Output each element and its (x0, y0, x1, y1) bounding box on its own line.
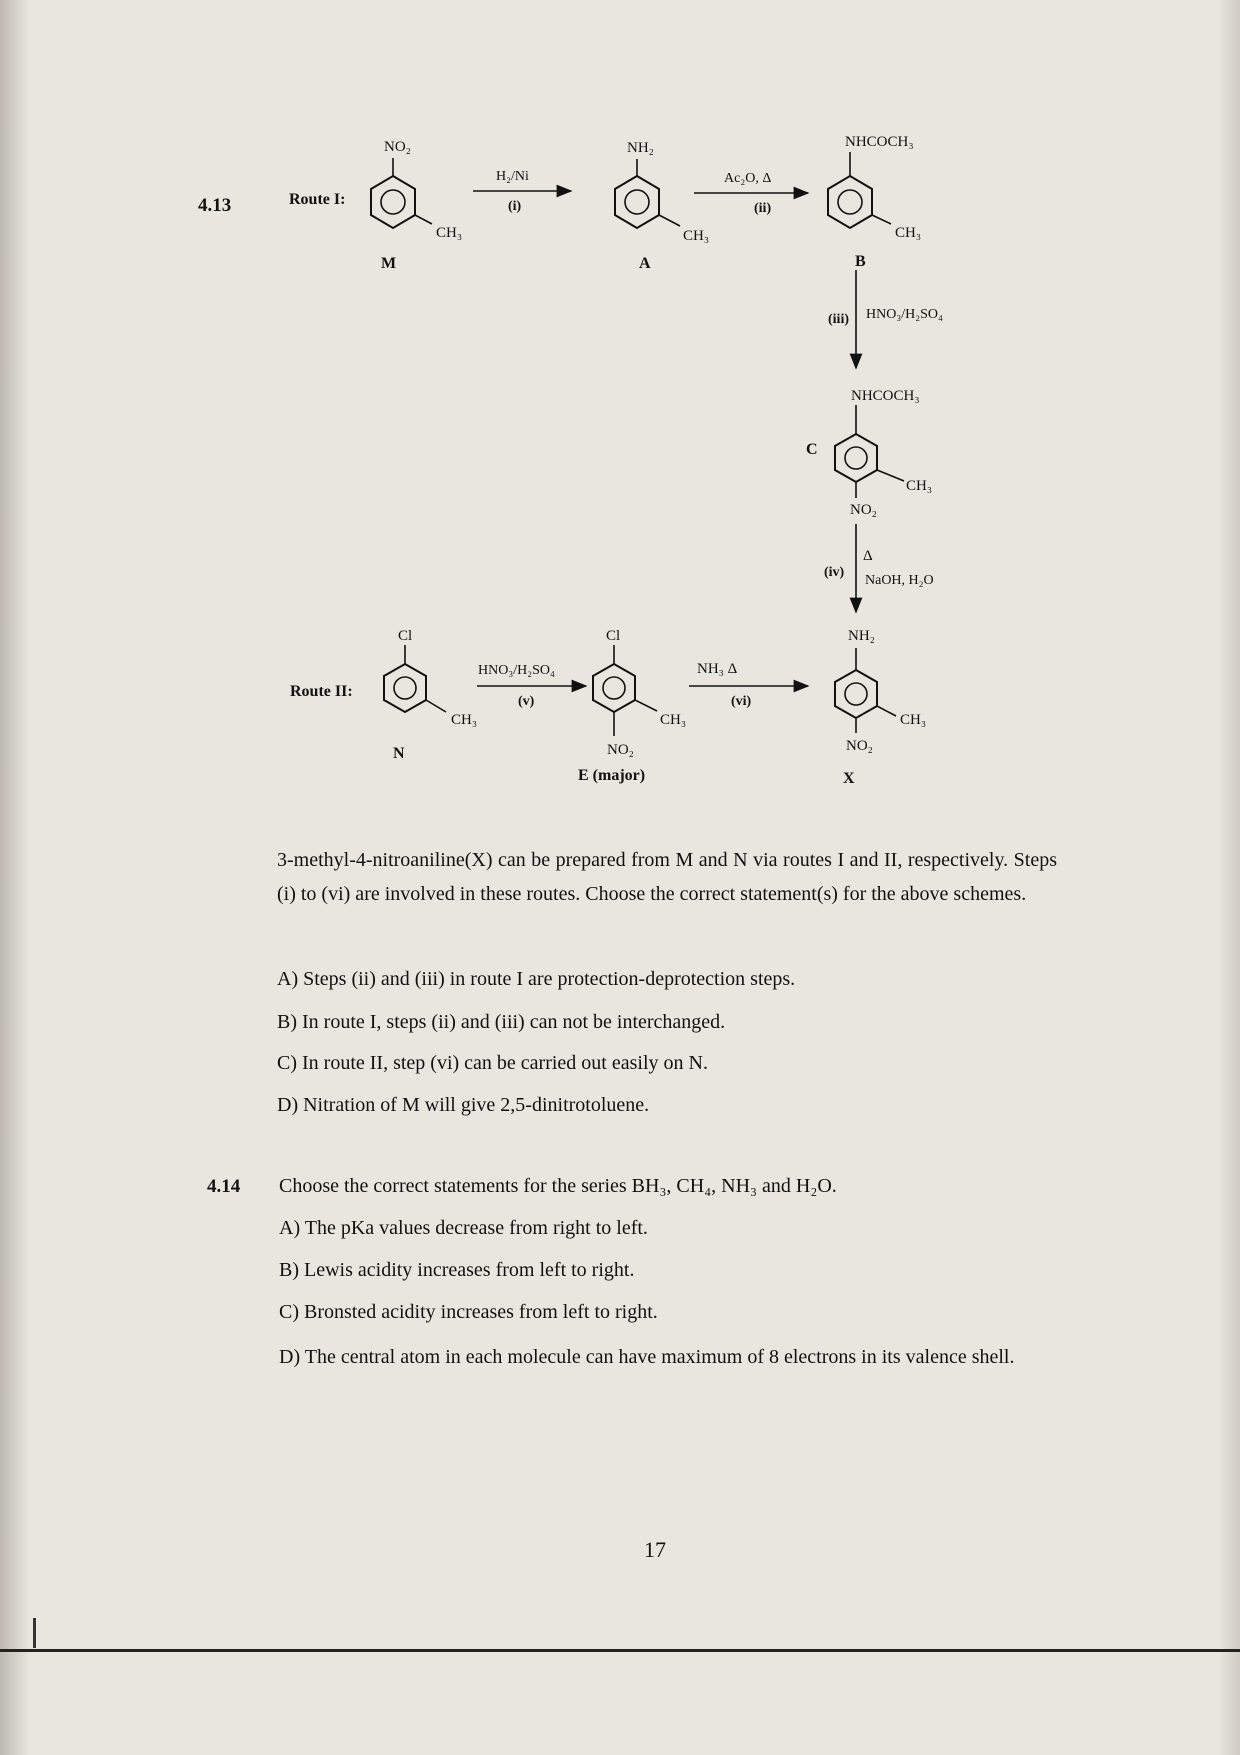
page-number: 17 (644, 1537, 666, 1562)
step-i-number: (i) (508, 199, 522, 214)
question-number-4-14: 4.14 (207, 1176, 241, 1197)
step-i-reagent: H₂/Ni (496, 169, 529, 184)
molecule-b (828, 134, 921, 270)
step-ii-reagent: Ac₂O, Δ (724, 171, 772, 186)
e-label: E (major) (578, 767, 646, 784)
e-nitro-group: NO₂ (607, 742, 634, 758)
c-acetamido-group: NHCOCH₃ (851, 388, 920, 404)
b-methyl-group: CH₃ (895, 225, 922, 241)
a-label: A (639, 255, 651, 272)
x-amino-group: NH₂ (848, 628, 875, 644)
question-4-14-option-d: D) The central atom in each molecule can have maximum of 8 electrons in its valence shell. (279, 1346, 1015, 1368)
n-chloro-group: Cl (398, 628, 413, 644)
question-4-14-option-b: B) Lewis acidity increases from left to right. (279, 1259, 635, 1281)
page-edge-mark (33, 1618, 36, 1648)
question-number-4-13: 4.13 (198, 195, 232, 216)
question-4-14-option-c: C) Bronsted acidity increases from left to right. (279, 1301, 658, 1323)
n-methyl-group: CH₃ (451, 712, 478, 728)
x-nitro-group: NO₂ (846, 738, 873, 754)
molecule-n (384, 628, 477, 762)
c-methyl-group: CH₃ (906, 478, 933, 494)
step-ii-number: (ii) (754, 201, 772, 216)
question-4-14-stem: Choose the correct statements for the series BH₃, CH₄, NH₃ and H₂O. (279, 1175, 837, 1197)
x-label: X (843, 770, 855, 787)
a-methyl-group: CH₃ (683, 228, 710, 244)
m-nitro-group: NO₂ (384, 139, 411, 155)
x-methyl-group: CH₃ (900, 712, 927, 728)
molecule-m (371, 139, 462, 272)
step-iv-number: (iv) (824, 565, 845, 580)
question-4-14-option-a: A) The pKa values decrease from right to left. (279, 1217, 648, 1239)
step-vi-reagent: NH₃ Δ (697, 661, 738, 677)
question-4-13-option-c: C) In route II, step (vi) can be carried out easily on N. (277, 1052, 708, 1074)
step-v-reagent: HNO₃/H₂SO₄ (478, 663, 555, 678)
reaction-scheme (0, 0, 1240, 800)
question-4-13-option-a: A) Steps (ii) and (iii) in route I are protection-deprotection steps. (277, 968, 796, 990)
route-2-label: Route II: (290, 683, 353, 700)
molecule-x (835, 628, 926, 787)
step-iii-reagent: HNO₃/H₂SO₄ (866, 307, 943, 322)
step-v-number: (v) (518, 694, 535, 709)
c-nitro-group: NO₂ (850, 502, 877, 518)
step-iii-number: (iii) (828, 312, 849, 327)
a-amino-group: NH₂ (627, 140, 654, 156)
n-label: N (393, 745, 405, 762)
c-label: C (806, 441, 818, 458)
b-label: B (855, 253, 866, 270)
step-vi-number: (vi) (731, 694, 752, 709)
m-label: M (381, 255, 397, 272)
e-methyl-group: CH₃ (660, 712, 687, 728)
m-methyl-group: CH₃ (436, 225, 463, 241)
e-chloro-group: Cl (606, 628, 621, 644)
question-4-13-option-d: D) Nitration of M will give 2,5-dinitrotoluene. (277, 1094, 650, 1116)
bottom-rule (0, 1649, 1240, 1652)
b-acetamido-group: NHCOCH₃ (845, 134, 914, 150)
molecule-a (615, 140, 709, 272)
step-iv-reagent-heat: Δ (863, 548, 873, 564)
route-1-label: Route I: (289, 191, 346, 208)
molecule-e (578, 628, 686, 784)
molecule-c (806, 388, 932, 518)
step-iv-reagent: NaOH, H₂O (865, 573, 934, 588)
question-4-13-option-b: B) In route I, steps (ii) and (iii) can not be interchanged. (277, 1011, 726, 1033)
question-4-13-stem: 3-methyl-4-nitroaniline(X) can be prepared from M and N via routes I and II, respectively. Steps (i) to (vi) are involved in these routes. Choose the correct statement(s) for the above schemes. (277, 849, 1057, 905)
